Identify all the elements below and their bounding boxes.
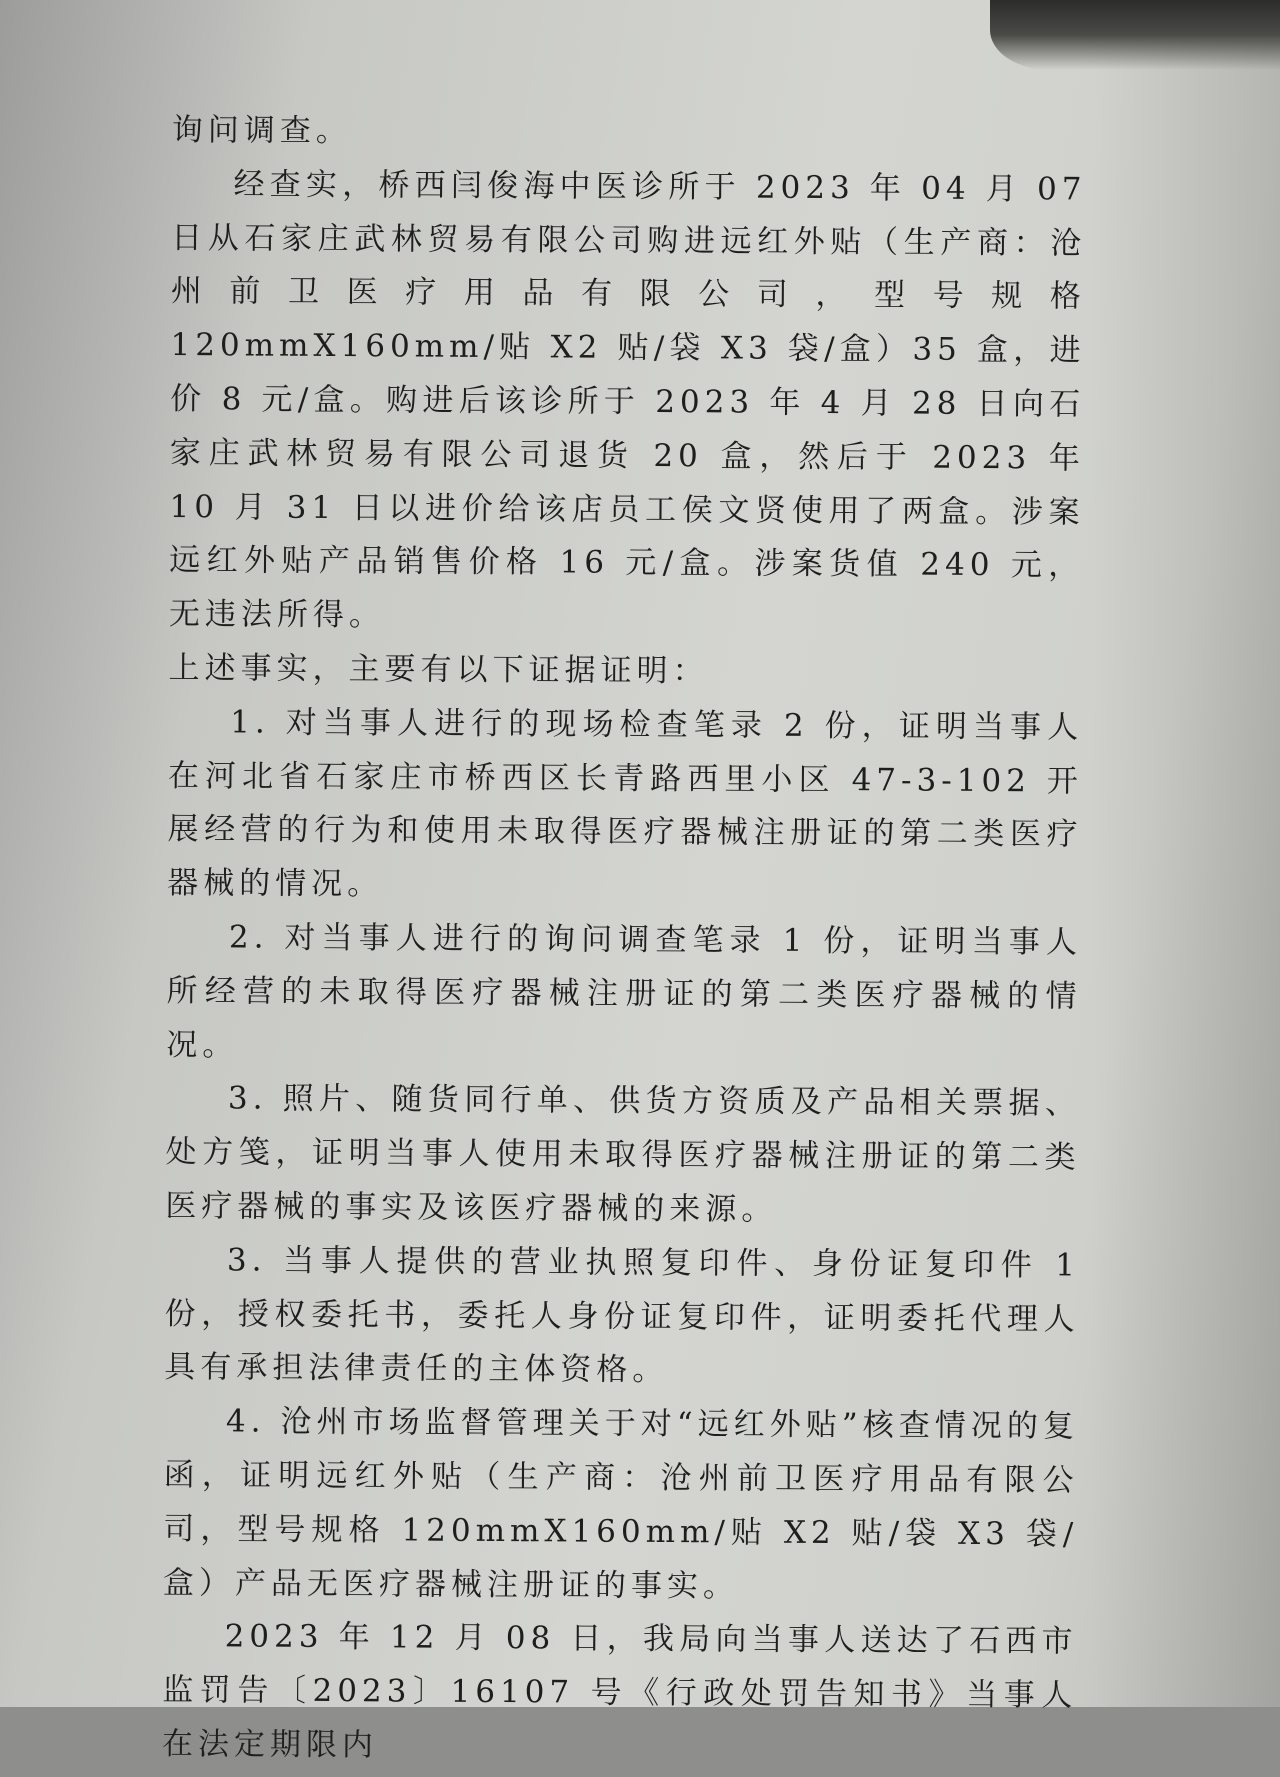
- paragraph-intro: 询问调查。: [171, 111, 352, 150]
- page-edge-shadow: [1090, 40, 1280, 1707]
- paragraph-evidence-3: 3. 照片、随货同行单、供货方资质及产品相关票据、处方笺，证明当事人使用未取得医疗器械注册证的第二类医疗器械的事实及该医疗器械的来源。: [165, 1080, 1082, 1228]
- paragraph-evidence-1: 1. 对当事人进行的现场检查笔录 2 份，证明当事人在河北省石家庄市桥西区长青路西里小区 47-3-102 开展经营的行为和使用未取得医疗器械注册证的第二类医疗器械的情况。: [167, 704, 1084, 903]
- paragraph-findings: 经查实，桥西闫俊海中医诊所于 2023 年 04 月 07 日从石家庄武林贸易有限公司购进远红外贴（生产商：沧州前卫医疗用品有限公司，型号规格 120mmX160mm/贴 X2 贴/袋 X3 袋/盒）35 盒，进价 8 元/盒。购进后该诊所于 2023 年 4 月 28 日向石家庄武林贸易有限公司退货 20 盒，然后于 2023 年 10 月 31 日以进价给该店员工侯文贤使用了两盒。涉案远红外贴产品销售价格 16 元/盒。涉案货值 240 元，无违法所得。: [168, 166, 1087, 634]
- paragraph-evidence-heading: 上述事实，主要有以下证据证明：: [168, 649, 709, 690]
- paragraph-evidence-2: 2. 对当事人进行的询问调查笔录 1 份，证明当事人所经营的未取得医疗器械注册证的第二类医疗器械的情况。: [166, 919, 1083, 1063]
- corner-shadow: [990, 0, 1280, 70]
- paragraph-evidence-3b: 3. 当事人提供的营业执照复印件、身份证复印件 1 份，授权委托书，委托人身份证复印件，证明委托代理人具有承担法律责任的主体资格。: [164, 1242, 1081, 1389]
- paragraph-notice: 2023 年 12 月 08 日，我局向当事人送达了石西市监罚告〔2023〕16107 号《行政处罚告知书》当事人在法定期限内: [161, 1618, 1078, 1764]
- paragraph-evidence-4: 4. 沧州市场监督管理关于对“远红外贴”核查情况的复函，证明远红外贴（生产商：沧州前卫医疗用品有限公司，型号规格 120mmX160mm/贴 X2 贴/袋 X3 袋/盒）产品无医疗器械注册证的事实。: [162, 1403, 1080, 1605]
- document-body: [162, 104, 1087, 1777]
